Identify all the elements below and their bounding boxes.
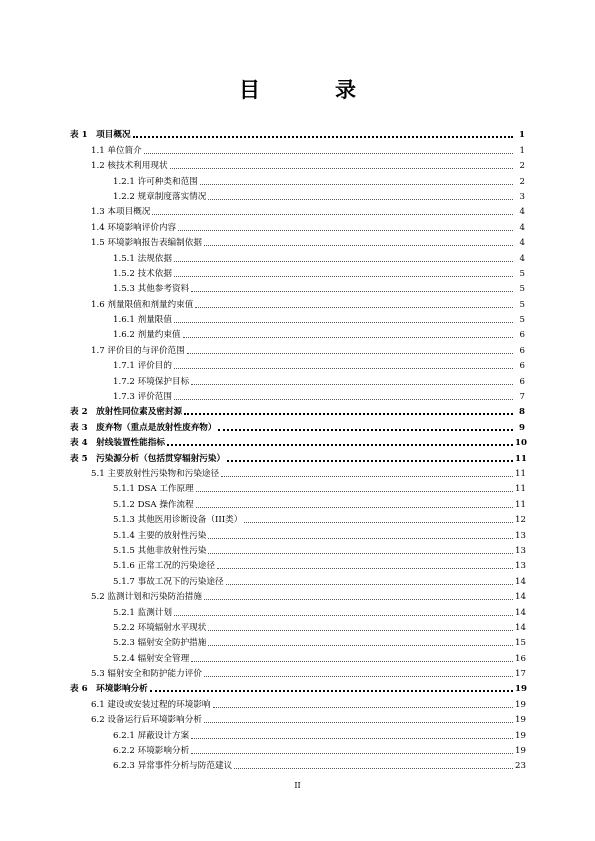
toc-entry-page: 5: [519, 299, 525, 310]
toc-entry-page: 15: [515, 638, 526, 649]
toc-entry-label: 1.7.2 环境保护目标: [113, 376, 190, 387]
toc-leader-dots: [204, 722, 513, 723]
toc-entry[interactable]: [70, 587, 525, 602]
toc-entry-label: 1.6.1 剂量限值: [113, 315, 172, 326]
toc-entry-page: 14: [515, 607, 526, 618]
toc-entry-page: 19: [515, 730, 526, 741]
toc-leader-dots: [227, 460, 513, 462]
toc-entry-page: 4: [519, 207, 525, 218]
toc-chapter-entry[interactable]: [70, 679, 525, 694]
toc-entry[interactable]: [70, 340, 525, 355]
toc-entry-label: 1.1 单位简介: [91, 145, 142, 156]
toc-entry-page: 9: [519, 422, 525, 433]
toc-leader-dots: [217, 568, 513, 569]
toc-entry[interactable]: [70, 602, 525, 617]
toc-entry[interactable]: [70, 725, 525, 740]
toc-leader-dots: [208, 538, 513, 539]
toc-leader-dots: [174, 368, 513, 369]
page-title: [0, 74, 595, 104]
toc-entry-label: 5.2.1 监测计划: [113, 607, 172, 618]
toc-entry-page: 1: [519, 145, 525, 156]
toc-entry-page: 6: [519, 361, 525, 372]
toc-entry[interactable]: [70, 217, 525, 232]
toc-entry[interactable]: [70, 694, 525, 709]
toc-entry-label: 1.5 环境影响报告表编制依据: [91, 238, 202, 249]
toc-entry-label: 5.1.1 DSA 工作原理: [113, 484, 194, 495]
toc-entry[interactable]: [70, 140, 525, 155]
toc-entry[interactable]: [70, 510, 525, 525]
toc-entry-page: 5: [519, 315, 525, 326]
toc-entry-label: 6.2.3 异常事件分析与防范建议: [113, 761, 233, 772]
toc-leader-dots: [208, 553, 513, 554]
toc-leader-dots: [196, 491, 513, 492]
toc-entry-page: 11: [515, 499, 526, 510]
toc-leader-dots: [174, 276, 513, 277]
title-char-left: 目: [239, 77, 260, 102]
toc-entry-page: 6: [519, 376, 525, 387]
toc-leader-dots: [144, 153, 513, 154]
toc-leader-dots: [191, 738, 513, 739]
toc-entry-label: 5.2.3 辐射安全防护措施: [113, 638, 207, 649]
toc-entry-label: 5.2.4 辐射安全管理: [113, 653, 190, 664]
toc-entry-label: 1.2.2 规章制度落实情况: [113, 191, 207, 202]
toc-entry[interactable]: [70, 371, 525, 386]
toc-entry-page: 19: [515, 684, 527, 695]
toc-leader-dots: [178, 230, 513, 231]
toc-entry[interactable]: [70, 479, 525, 494]
toc-entry[interactable]: [70, 264, 525, 279]
toc-entry-label: 5.1.5 其他非放射性污染: [113, 545, 207, 556]
toc-leader-dots: [204, 599, 513, 600]
toc-entry-label: 1.7.3 评价范围: [113, 392, 172, 403]
toc-leader-dots: [218, 429, 513, 431]
toc-entry[interactable]: [70, 664, 525, 679]
toc-leader-dots: [226, 584, 513, 585]
toc-entry[interactable]: [70, 325, 525, 340]
toc-entry-label: 6.2 设备运行后环境影响分析: [91, 715, 202, 726]
toc-entry-page: 5: [519, 284, 525, 295]
toc-leader-dots: [200, 184, 513, 185]
table-of-contents: [70, 125, 525, 771]
toc-leader-dots: [234, 768, 513, 769]
toc-leader-dots: [174, 261, 513, 262]
toc-leader-dots: [204, 245, 513, 246]
toc-entry[interactable]: [70, 741, 525, 756]
toc-entry-label: 表 4 射线装置性能指标: [70, 438, 165, 449]
toc-entry-page: 14: [515, 622, 526, 633]
toc-chapter-entry[interactable]: [70, 448, 525, 463]
toc-entry-page: 4: [519, 253, 525, 264]
toc-entry[interactable]: [70, 356, 525, 371]
toc-entry-page: 6: [519, 345, 525, 356]
toc-leader-dots: [208, 199, 513, 200]
toc-leader-dots: [244, 522, 513, 523]
toc-entry[interactable]: [70, 571, 525, 586]
toc-entry-label: 5.1.4 主要的放射性污染: [113, 530, 207, 541]
toc-entry-label: 5.1.6 正常工况的污染途径: [113, 561, 215, 572]
toc-entry-page: 19: [515, 715, 526, 726]
toc-entry-label: 1.6.2 剂量约束值: [113, 330, 181, 341]
toc-entry-label: 5.1.2 DSA 操作流程: [113, 499, 194, 510]
toc-entry-page: 5: [519, 268, 525, 279]
toc-entry[interactable]: [70, 556, 525, 571]
toc-entry[interactable]: [70, 618, 525, 633]
toc-entry-label: 1.2 核技术利用现状: [91, 161, 168, 172]
toc-leader-dots: [191, 753, 513, 754]
toc-entry-page: 13: [515, 530, 526, 541]
toc-entry-page: 12: [515, 515, 526, 526]
toc-entry-label: 表 2 放射性同位素及密封源: [70, 407, 183, 418]
toc-entry-label: 5.2.2 环境辐射水平现状: [113, 622, 207, 633]
toc-entry[interactable]: [70, 310, 525, 325]
toc-entry[interactable]: [70, 494, 525, 509]
toc-leader-dots: [183, 337, 513, 338]
toc-entry-label: 5.2 监测计划和污染防治措施: [91, 592, 202, 603]
toc-leader-dots: [208, 645, 513, 646]
toc-entry[interactable]: [70, 171, 525, 186]
toc-entry-label: 表 3 废弃物（重点是放射性废弃物）: [70, 422, 217, 433]
toc-entry[interactable]: [70, 464, 525, 479]
toc-entry-label: 5.1.3 其他医用诊断设备（III类）: [113, 515, 243, 526]
toc-entry-label: 1.6 剂量限值和剂量约束值: [91, 299, 194, 310]
toc-entry[interactable]: [70, 294, 525, 309]
toc-entry-page: 7: [519, 392, 525, 403]
toc-leader-dots: [167, 444, 513, 446]
toc-entry-page: 13: [515, 561, 526, 572]
toc-entry-label: 1.7 评价目的与评价范围: [91, 345, 185, 356]
toc-entry[interactable]: [70, 279, 525, 294]
toc-leader-dots: [174, 322, 513, 323]
toc-entry-page: 17: [515, 669, 526, 680]
toc-entry-label: 表 1 项目概况: [70, 130, 131, 141]
toc-entry-label: 1.5.2 技术依据: [113, 268, 172, 279]
toc-entry[interactable]: [70, 710, 525, 725]
toc-entry-label: 1.5.1 法规依据: [113, 253, 172, 264]
toc-entry[interactable]: [70, 187, 525, 202]
toc-chapter-entry[interactable]: [70, 402, 525, 417]
toc-entry[interactable]: [70, 387, 525, 402]
toc-leader-dots: [150, 690, 513, 692]
toc-entry-page: 1: [519, 130, 525, 141]
toc-entry-page: 2: [519, 176, 525, 187]
toc-entry[interactable]: [70, 756, 525, 771]
toc-entry-page: 11: [515, 468, 526, 479]
toc-entry-label: 1.4 环境影响评价内容: [91, 222, 177, 233]
toc-entry-page: 14: [515, 592, 526, 603]
toc-entry[interactable]: [70, 156, 525, 171]
toc-entry[interactable]: [70, 541, 525, 556]
toc-chapter-entry[interactable]: [70, 125, 525, 140]
toc-leader-dots: [196, 507, 513, 508]
toc-entry[interactable]: [70, 633, 525, 648]
toc-leader-dots: [187, 353, 513, 354]
toc-entry-label: 5.1 主要放射性污染物和污染途径: [91, 468, 220, 479]
toc-entry-page: 11: [515, 453, 527, 464]
toc-leader-dots: [152, 214, 513, 215]
toc-leader-dots: [221, 476, 513, 477]
toc-entry-label: 1.5.3 其他参考资料: [113, 284, 190, 295]
title-char-right: 录: [335, 77, 356, 102]
toc-entry-page: 6: [519, 330, 525, 341]
toc-entry-page: 3: [519, 191, 525, 202]
toc-entry-label: 6.2.1 屏蔽设计方案: [113, 730, 190, 741]
toc-entry[interactable]: [70, 233, 525, 248]
toc-entry-label: 5.1.7 事故工况下的污染途径: [113, 576, 224, 587]
toc-entry-label: 表 5 污染源分析（包括贯穿辐射污染）: [70, 453, 226, 464]
toc-entry-page: 19: [515, 699, 526, 710]
toc-leader-dots: [191, 291, 513, 292]
toc-leader-dots: [170, 168, 513, 169]
toc-leader-dots: [191, 384, 513, 385]
toc-entry-label: 表 6 环境影响分析: [70, 684, 148, 695]
toc-entry-page: 14: [515, 576, 526, 587]
toc-entry-label: 1.2.1 许可种类和范围: [113, 176, 198, 187]
toc-entry-label: 1.3 本项目概况: [91, 207, 151, 218]
toc-entry[interactable]: [70, 648, 525, 663]
toc-entry-page: 13: [515, 545, 526, 556]
toc-entry-page: 23: [515, 761, 526, 772]
toc-entry-page: 4: [519, 238, 525, 249]
toc-leader-dots: [204, 676, 513, 677]
toc-chapter-entry[interactable]: [70, 433, 525, 448]
toc-entry-page: 16: [515, 653, 526, 664]
toc-leader-dots: [208, 630, 513, 631]
toc-leader-dots: [174, 399, 513, 400]
toc-leader-dots: [191, 661, 513, 662]
toc-entry-label: 5.3 辐射安全和防护能力评价: [91, 669, 202, 680]
toc-entry-label: 1.7.1 评价目的: [113, 361, 172, 372]
toc-entry-page: 8: [519, 407, 525, 418]
page-number: II: [294, 781, 301, 790]
toc-entry[interactable]: [70, 525, 525, 540]
toc-entry-page: 4: [519, 222, 525, 233]
toc-entry-page: 10: [515, 438, 527, 449]
toc-leader-dots: [174, 615, 513, 616]
toc-leader-dots: [184, 413, 513, 415]
toc-entry[interactable]: [70, 248, 525, 263]
toc-entry-label: 6.1 建设或安装过程的环境影响: [91, 699, 211, 710]
toc-leader-dots: [213, 707, 513, 708]
toc-leader-dots: [195, 307, 513, 308]
toc-entry-page: 11: [515, 484, 526, 495]
toc-chapter-entry[interactable]: [70, 417, 525, 432]
toc-leader-dots: [133, 136, 513, 138]
toc-entry-page: 19: [515, 746, 526, 757]
toc-entry-label: 6.2.2 环境影响分析: [113, 746, 190, 757]
toc-entry[interactable]: [70, 202, 525, 217]
toc-entry-page: 2: [519, 161, 525, 172]
